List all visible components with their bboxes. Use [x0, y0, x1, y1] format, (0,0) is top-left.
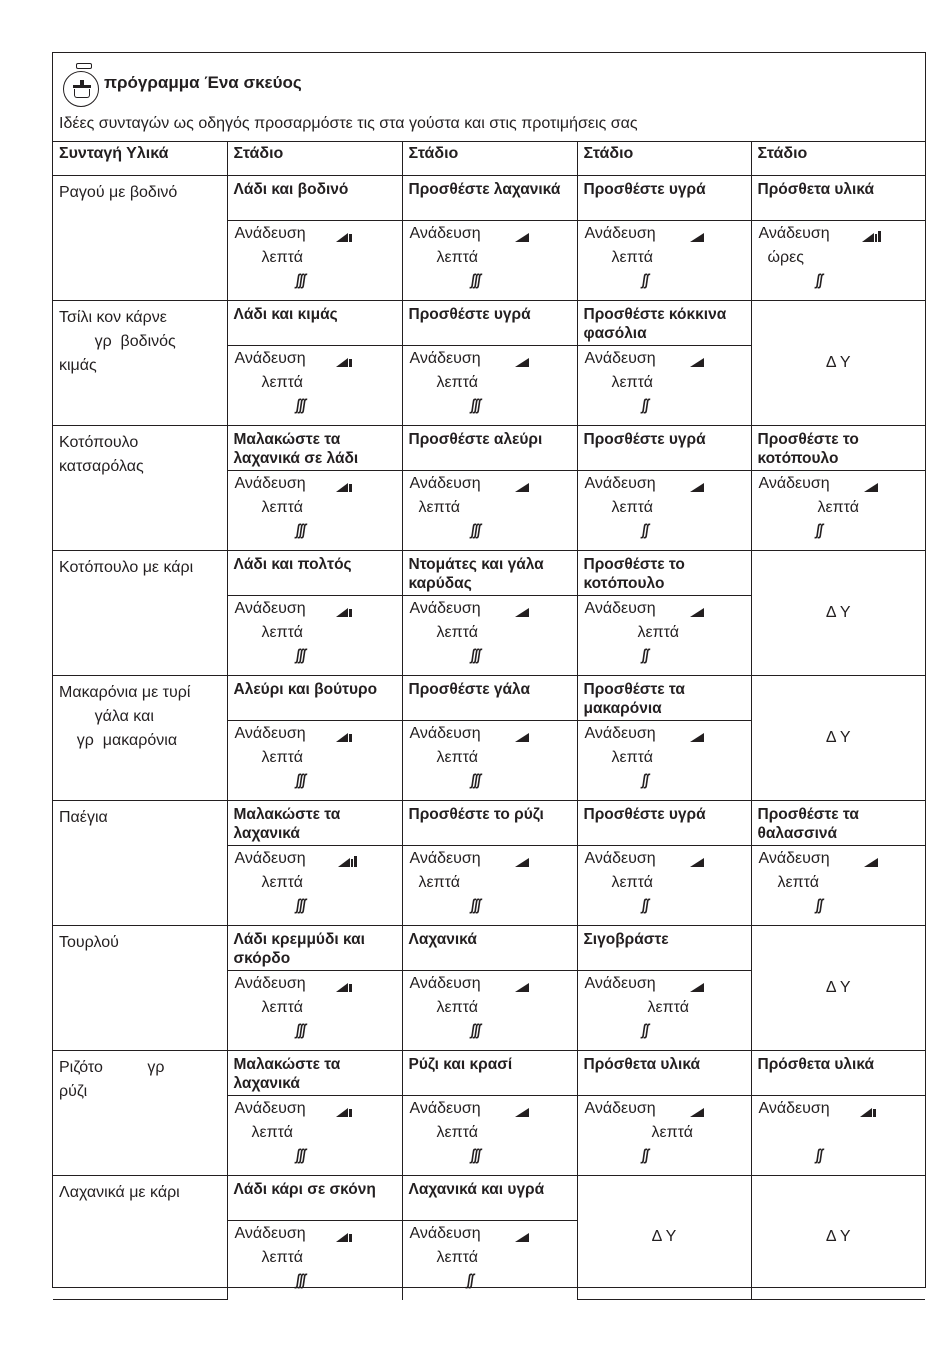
- stage-detail-cell: [577, 220, 751, 300]
- stage-title-cell: Πρόσθετα υλικά: [751, 1050, 925, 1095]
- heat-level-icon: ʃʃ: [815, 896, 822, 914]
- not-applicable-cell: Δ Υ: [751, 925, 925, 1050]
- stir-level-icon: [515, 855, 535, 867]
- recipe-name-line: Ραγού με βοδινό: [59, 183, 178, 201]
- time-label: λεπτά: [436, 248, 479, 266]
- stir-level-icon: [336, 1230, 356, 1242]
- stage-title-cell: Λαχανικά: [402, 925, 577, 970]
- recipe-row-titles: [53, 175, 925, 220]
- heat-level-icon: ʃʃ: [641, 396, 648, 414]
- stage-title-cell: Προσθέστε υγρά: [577, 800, 751, 845]
- stir-label: Ανάδευση: [584, 599, 656, 617]
- stir-level-icon: [336, 355, 356, 367]
- stage-title-cell: Προσθέστε τα θαλασσινά: [751, 800, 925, 845]
- stage-title-cell: Λάδι κάρι σε σκόνη: [227, 1175, 402, 1220]
- not-applicable-cell: Δ Υ: [751, 1175, 925, 1300]
- stir-level-icon: [338, 855, 358, 867]
- stir-label: Ανάδευση: [409, 224, 481, 242]
- stage-title-cell: Πρόσθετα υλικά: [577, 1050, 751, 1095]
- stage-title-cell: Προσθέστε αλεύρι: [402, 425, 577, 470]
- recipe-name-line: Κοτόπουλο με κάρι: [59, 558, 194, 576]
- not-applicable-cell: Δ Υ: [751, 550, 925, 675]
- heat-level-icon: ʃʃʃ: [470, 646, 480, 664]
- stage-title-cell: Λαχανικά και υγρά: [402, 1175, 577, 1220]
- heat-level-icon: ʃʃʃ: [470, 396, 480, 414]
- time-label: λεπτά: [251, 1123, 294, 1141]
- not-applicable-cell: Δ Υ: [577, 1175, 751, 1300]
- stage-detail-cell: [402, 595, 577, 675]
- stage-detail-cell: [751, 845, 925, 925]
- stir-level-icon: [690, 605, 710, 617]
- stage-detail-cell: [751, 220, 925, 300]
- stage-detail-cell: [227, 345, 402, 425]
- recipe-name-line: Ριζότο γρ: [59, 1058, 165, 1076]
- heat-level-icon: ʃʃʃ: [295, 1146, 305, 1164]
- stir-level-icon: [336, 230, 356, 242]
- program-header: [53, 53, 925, 142]
- time-label: λεπτά: [261, 373, 304, 391]
- recipe-name-cell: [53, 425, 227, 550]
- heat-level-icon: ʃʃ: [641, 771, 648, 789]
- recipe-name-cell: [53, 800, 227, 925]
- time-label: λεπτά: [436, 1248, 479, 1266]
- stage-title-cell: Μαλακώστε τα λαχανικά: [227, 1050, 402, 1095]
- time-label: λεπτά: [261, 873, 304, 891]
- time-label: λεπτά: [611, 748, 654, 766]
- heat-level-icon: ʃʃ: [815, 271, 822, 289]
- stir-label: Ανάδευση: [758, 224, 830, 242]
- stir-level-icon: [336, 980, 356, 992]
- time-label: λεπτά: [261, 498, 304, 516]
- stir-level-icon: [515, 605, 535, 617]
- time-label: λεπτά: [436, 623, 479, 641]
- recipe-name-line: Λαχανικά με κάρι: [59, 1183, 180, 1201]
- heat-level-icon: ʃʃʃ: [295, 271, 305, 289]
- recipe-name-line: γρ μακαρόνια: [59, 731, 178, 749]
- time-label: λεπτά: [261, 623, 304, 641]
- time-label: λεπτά: [436, 998, 479, 1016]
- recipe-row-titles: [53, 550, 925, 595]
- stir-level-icon: [864, 855, 884, 867]
- stir-label: Ανάδευση: [234, 724, 306, 742]
- stir-label: Ανάδευση: [409, 349, 481, 367]
- time-label: λεπτά: [436, 1123, 479, 1141]
- heat-level-icon: ʃʃʃ: [470, 271, 480, 289]
- recipe-name-cell: [53, 300, 227, 425]
- stage-title-cell: Προσθέστε γάλα: [402, 675, 577, 720]
- stage-detail-cell: [577, 595, 751, 675]
- stir-label: Ανάδευση: [584, 349, 656, 367]
- heat-level-icon: ʃʃ: [466, 1271, 473, 1289]
- stir-level-icon: [860, 1105, 880, 1117]
- stir-level-icon: [515, 480, 535, 492]
- stir-label: Ανάδευση: [234, 349, 306, 367]
- recipe-name-line: γρ βοδινός: [59, 332, 176, 350]
- recipe-name-line: Κοτόπουλο: [59, 433, 139, 451]
- heat-level-icon: ʃʃʃ: [470, 1021, 480, 1039]
- stage-detail-cell: [227, 970, 402, 1050]
- stage-title-cell: Προσθέστε κόκκινα φασόλια: [577, 300, 751, 345]
- time-label: λεπτά: [777, 873, 820, 891]
- column-header: Στάδιο: [227, 142, 402, 175]
- time-label: ώρες: [767, 248, 804, 266]
- stage-detail-cell: [402, 970, 577, 1050]
- stage-detail-cell: [402, 470, 577, 550]
- stage-detail-cell: [402, 1095, 577, 1175]
- stage-title-cell: Λάδι και πολτός: [227, 550, 402, 595]
- stage-detail-cell: [402, 345, 577, 425]
- recipe-name-line: κιμάς: [59, 356, 97, 374]
- column-header: Στάδιο: [402, 142, 577, 175]
- stir-level-icon: [690, 980, 710, 992]
- stage-detail-cell: [227, 220, 402, 300]
- stage-title-cell: Προσθέστε το κοτόπουλο: [577, 550, 751, 595]
- stir-label: Ανάδευση: [409, 974, 481, 992]
- stage-detail-cell: [751, 470, 925, 550]
- heat-level-icon: ʃʃʃ: [295, 646, 305, 664]
- recipe-row-titles: [53, 1175, 925, 1220]
- stir-label: Ανάδευση: [409, 1099, 481, 1117]
- stage-detail-cell: [577, 1095, 751, 1175]
- stage-title-cell: Προσθέστε υγρά: [577, 425, 751, 470]
- stage-detail-cell: [751, 1095, 925, 1175]
- recipe-name-line: κατσαρόλας: [59, 457, 144, 475]
- stage-detail-cell: [577, 845, 751, 925]
- time-label: λεπτά: [261, 998, 304, 1016]
- time-label: λεπτά: [261, 248, 304, 266]
- stage-title-cell: Προσθέστε λαχανικά: [402, 175, 577, 220]
- stir-level-icon: [515, 980, 535, 992]
- stage-detail-cell: [402, 720, 577, 800]
- stir-label: Ανάδευση: [409, 1224, 481, 1242]
- stir-label: Ανάδευση: [584, 224, 656, 242]
- stir-label: Ανάδευση: [409, 724, 481, 742]
- recipe-row-titles: [53, 1050, 925, 1095]
- stir-label: Ανάδευση: [584, 1099, 656, 1117]
- stage-detail-cell: [402, 1220, 577, 1300]
- heat-level-icon: ʃʃ: [641, 896, 648, 914]
- stir-label: Ανάδευση: [758, 1099, 830, 1117]
- column-header: Στάδιο: [577, 142, 751, 175]
- column-header: Συνταγή Υλικά: [53, 142, 227, 175]
- stir-level-icon: [864, 480, 884, 492]
- stage-title-cell: Σιγοβράστε: [577, 925, 751, 970]
- recipe-name-cell: [53, 675, 227, 800]
- stage-detail-cell: [577, 470, 751, 550]
- time-label: λεπτά: [261, 1248, 304, 1266]
- heat-level-icon: ʃʃ: [815, 521, 822, 539]
- stir-label: Ανάδευση: [758, 474, 830, 492]
- stir-level-icon: [515, 730, 535, 742]
- stir-level-icon: [690, 230, 710, 242]
- recipe-name-line: Τσίλι κον κάρνε: [59, 308, 167, 326]
- stage-title-cell: Προσθέστε υγρά: [577, 175, 751, 220]
- stage-detail-cell: [227, 720, 402, 800]
- stage-title-cell: Προσθέστε τα μακαρόνια: [577, 675, 751, 720]
- stir-label: Ανάδευση: [409, 599, 481, 617]
- heat-level-icon: ʃʃʃ: [470, 771, 480, 789]
- recipe-name-line: γάλα και: [59, 707, 154, 725]
- heat-level-icon: ʃʃʃ: [295, 1021, 305, 1039]
- recipe-name-cell: [53, 925, 227, 1050]
- heat-level-icon: ʃʃ: [815, 1146, 822, 1164]
- recipe-name-line: Μακαρόνια με τυρί: [59, 683, 191, 701]
- heat-level-icon: ʃʃʃ: [470, 896, 480, 914]
- stir-level-icon: [336, 605, 356, 617]
- stage-title-cell: Προσθέστε το κοτόπουλο: [751, 425, 925, 470]
- time-label: λεπτά: [261, 748, 304, 766]
- stir-label: Ανάδευση: [234, 224, 306, 242]
- stage-detail-cell: [577, 970, 751, 1050]
- recipe-name-cell: [53, 1175, 227, 1300]
- stage-title-cell: Ρύζι και κρασί: [402, 1050, 577, 1095]
- time-label: λεπτά: [418, 873, 461, 891]
- recipe-name-cell: [53, 1050, 227, 1175]
- stir-level-icon: [336, 480, 356, 492]
- recipe-frame: [52, 52, 926, 1288]
- stir-label: Ανάδευση: [234, 1099, 306, 1117]
- heat-level-icon: ʃʃʃ: [295, 521, 305, 539]
- one-pot-icon: [61, 63, 101, 103]
- column-header: Στάδιο: [751, 142, 925, 175]
- stage-title-cell: Λάδι και κιμάς: [227, 300, 402, 345]
- stir-label: Ανάδευση: [409, 849, 481, 867]
- recipe-name-cell: [53, 550, 227, 675]
- stage-title-cell: Πρόσθετα υλικά: [751, 175, 925, 220]
- program-subtitle: Ιδέες συνταγών ως οδηγός προσαρμόστε τις στα γούστα και στις προτιμήσεις σας: [59, 115, 638, 132]
- recipe-name-line: ρύζι: [59, 1082, 88, 1100]
- heat-level-icon: ʃʃʃ: [470, 1146, 480, 1164]
- recipe-name-cell: [53, 175, 227, 300]
- heat-level-icon: ʃʃʃ: [295, 1271, 305, 1289]
- stage-detail-cell: [227, 845, 402, 925]
- stir-label: Ανάδευση: [584, 974, 656, 992]
- stir-level-icon: [690, 855, 710, 867]
- stir-label: Ανάδευση: [234, 1224, 306, 1242]
- heat-level-icon: ʃʃ: [641, 1146, 648, 1164]
- time-label: λεπτά: [611, 873, 654, 891]
- stir-level-icon: [515, 1230, 535, 1242]
- time-label: λεπτά: [436, 748, 479, 766]
- stir-level-icon: [690, 730, 710, 742]
- stir-label: Ανάδευση: [758, 849, 830, 867]
- time-label: λεπτά: [647, 998, 690, 1016]
- stir-level-icon: [515, 230, 535, 242]
- stage-detail-cell: [402, 220, 577, 300]
- heat-level-icon: ʃʃʃ: [295, 396, 305, 414]
- recipe-row-titles: [53, 675, 925, 720]
- heat-level-icon: ʃʃʃ: [470, 521, 480, 539]
- recipe-row-titles: [53, 300, 925, 345]
- heat-level-icon: ʃʃʃ: [295, 896, 305, 914]
- stage-detail-cell: [577, 720, 751, 800]
- stir-level-icon: [862, 230, 882, 242]
- stir-level-icon: [515, 1105, 535, 1117]
- table-body: [53, 175, 925, 1300]
- recipe-row-titles: [53, 425, 925, 470]
- stir-level-icon: [515, 355, 535, 367]
- stir-label: Ανάδευση: [234, 849, 306, 867]
- stir-label: Ανάδευση: [234, 599, 306, 617]
- heat-level-icon: ʃʃ: [641, 646, 648, 664]
- table-header-row: [53, 142, 925, 175]
- stir-level-icon: [690, 480, 710, 492]
- stage-detail-cell: [402, 845, 577, 925]
- program-title: πρόγραμμα Ένα σκεύος: [104, 73, 302, 92]
- stir-level-icon: [690, 1105, 710, 1117]
- stir-level-icon: [690, 355, 710, 367]
- stir-label: Ανάδευση: [584, 474, 656, 492]
- stir-level-icon: [336, 1105, 356, 1117]
- heat-level-icon: ʃʃ: [641, 271, 648, 289]
- time-label: λεπτά: [418, 498, 461, 516]
- time-label: λεπτά: [436, 373, 479, 391]
- stage-title-cell: Ντομάτες και γάλα καρύδας: [402, 550, 577, 595]
- recipe-row-titles: [53, 800, 925, 845]
- heat-level-icon: ʃʃʃ: [295, 771, 305, 789]
- heat-level-icon: ʃʃ: [641, 1021, 648, 1039]
- stage-title-cell: Προσθέστε το ρύζι: [402, 800, 577, 845]
- recipe-name-line: Τουρλού: [59, 933, 119, 951]
- recipe-name-line: Παέγια: [59, 808, 108, 826]
- stir-label: Ανάδευση: [584, 849, 656, 867]
- recipe-row-titles: [53, 925, 925, 970]
- recipe-table: [53, 142, 925, 1300]
- stir-label: Ανάδευση: [409, 474, 481, 492]
- stage-detail-cell: [577, 345, 751, 425]
- time-label: λεπτά: [611, 373, 654, 391]
- stage-title-cell: Λάδι και βοδινό: [227, 175, 402, 220]
- stir-label: Ανάδευση: [234, 474, 306, 492]
- time-label: λεπτά: [637, 623, 680, 641]
- stage-title-cell: Λάδι κρεμμύδι και σκόρδο: [227, 925, 402, 970]
- heat-level-icon: ʃʃ: [641, 521, 648, 539]
- stage-title-cell: Αλεύρι και βούτυρο: [227, 675, 402, 720]
- time-label: λεπτά: [651, 1123, 694, 1141]
- stir-label: Ανάδευση: [584, 724, 656, 742]
- time-label: λεπτά: [611, 248, 654, 266]
- stir-level-icon: [336, 730, 356, 742]
- time-label: λεπτά: [817, 498, 860, 516]
- stage-title-cell: Προσθέστε υγρά: [402, 300, 577, 345]
- stage-title-cell: Μαλακώστε τα λαχανικά σε λάδι: [227, 425, 402, 470]
- stage-detail-cell: [227, 470, 402, 550]
- time-label: λεπτά: [611, 498, 654, 516]
- stage-detail-cell: [227, 1220, 402, 1300]
- stage-detail-cell: [227, 595, 402, 675]
- stage-detail-cell: [227, 1095, 402, 1175]
- not-applicable-cell: Δ Υ: [751, 675, 925, 800]
- program-title-row: [61, 63, 302, 103]
- stir-label: Ανάδευση: [234, 974, 306, 992]
- not-applicable-cell: Δ Υ: [751, 300, 925, 425]
- stage-title-cell: Μαλακώστε τα λαχανικά: [227, 800, 402, 845]
